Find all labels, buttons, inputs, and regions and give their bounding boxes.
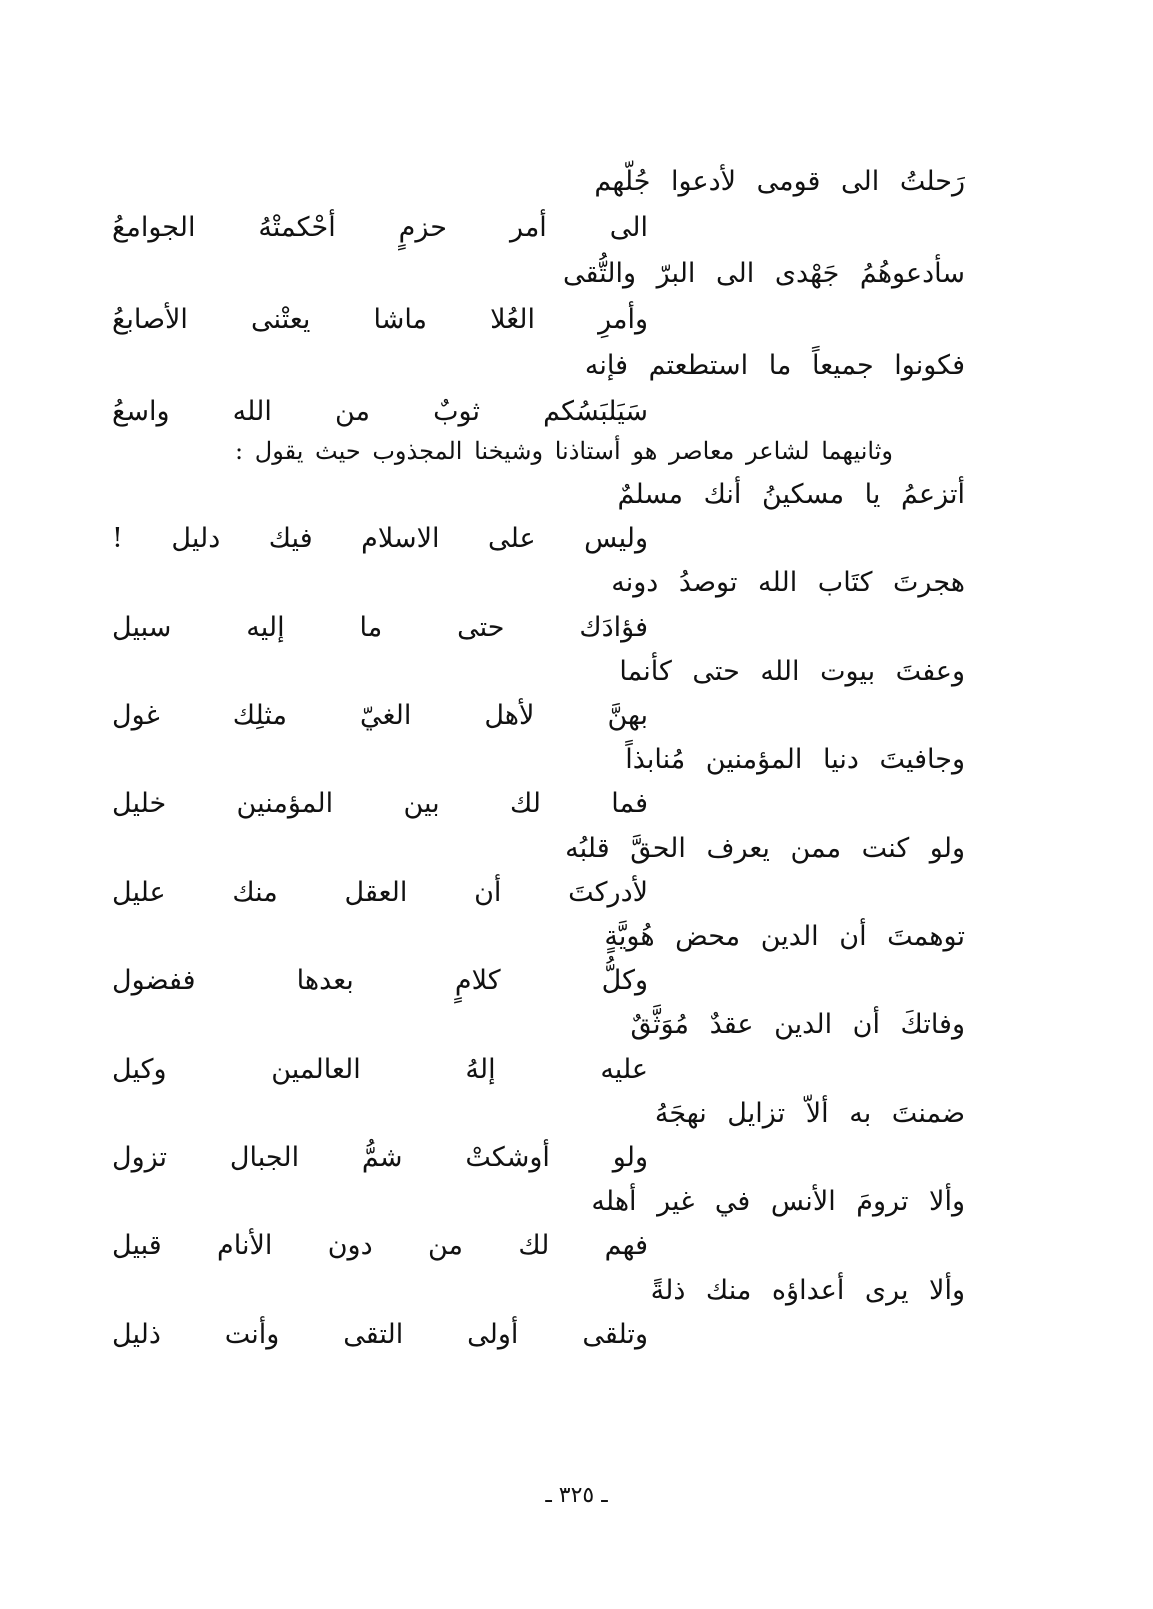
verse-first-hemistich: ولو كنت ممن يعرف الحقَّ قلبُه <box>565 832 965 864</box>
verse-second-hemistich: فما لك بين المؤمنين خليل <box>112 788 648 820</box>
verse-second-hemistich: ولو أوشكتْ شمُّ الجبال تزول <box>112 1142 648 1173</box>
verse-first-hemistich: وألا ترومَ الأنس في غير أهله <box>591 1186 965 1218</box>
verse-first-hemistich: وألا يرى أعداؤه منك ذلةً <box>650 1274 965 1306</box>
verse-second-hemistich: سَيَلبَسُكم ثوبٌ من الله واسعُ <box>112 396 648 427</box>
verse-first-hemistich: وعفتَ بيوت الله حتى كأنما <box>619 655 965 687</box>
verse-first-hemistich: فكونوا جميعاً ما استطعتم فإنه <box>584 350 965 381</box>
verse-second-hemistich: لأدركتَ أن العقل منك عليل <box>112 876 648 908</box>
verse-second-hemistich: عليه إلهُ العالمين وكيل <box>112 1053 648 1085</box>
verse-second-hemistich: فهم لك من دون الأنام قبيل <box>112 1230 648 1262</box>
prose-line: وثانيهما لشاعر معاصر هو أستاذنا وشيخنا المجذوب حيث يقول : <box>235 437 893 465</box>
verse-first-hemistich: وجافيتَ دنيا المؤمنين مُنابذاً <box>625 744 965 776</box>
verse-first-hemistich: توهمتَ أن الدين محض هُويَّةٍ <box>604 921 965 952</box>
page-number: ـ ٣٢٥ ـ <box>545 1483 608 1508</box>
verse-second-hemistich: الى أمر حزمٍ أحْكمتْهُ الجوامعُ <box>112 212 648 243</box>
verse-second-hemistich: وليس على الاسلام فيك دليل ! <box>112 523 648 555</box>
verse-first-hemistich: وفاتكَ أن الدين عقدٌ مُوَثَّقٌ <box>630 1009 965 1041</box>
verse-second-hemistich: فؤادَك حتى ما إليه سبيل <box>112 611 648 643</box>
verse-second-hemistich: وأمرِ العُلا ماشا يعتْنى الأصابعُ <box>112 304 648 335</box>
verse-first-hemistich: هجرتَ كتَاب الله توصدُ دونه <box>611 567 965 599</box>
verse-second-hemistich: وكلُّ كلامٍ بعدها ففضول <box>112 965 648 997</box>
verse-second-hemistich: بهنَّ لأهل الغيّ مثلِك غول <box>112 700 648 731</box>
verse-first-hemistich: ضمنتَ به ألاّ تزايل نهجَهُ <box>654 1097 965 1129</box>
verse-second-hemistich: وتلقى أولى التقى وأنت ذليل <box>112 1318 648 1350</box>
verse-first-hemistich: أتزعمُ يا مسكينُ أنك مسلمٌ <box>617 479 965 510</box>
verse-first-hemistich: سأدعوهُمُ جَهْدى الى البرّ والتُّقى <box>563 258 965 289</box>
verse-first-hemistich: رَحلتُ الى قومى لأدعوا جُلّهم <box>594 166 965 197</box>
